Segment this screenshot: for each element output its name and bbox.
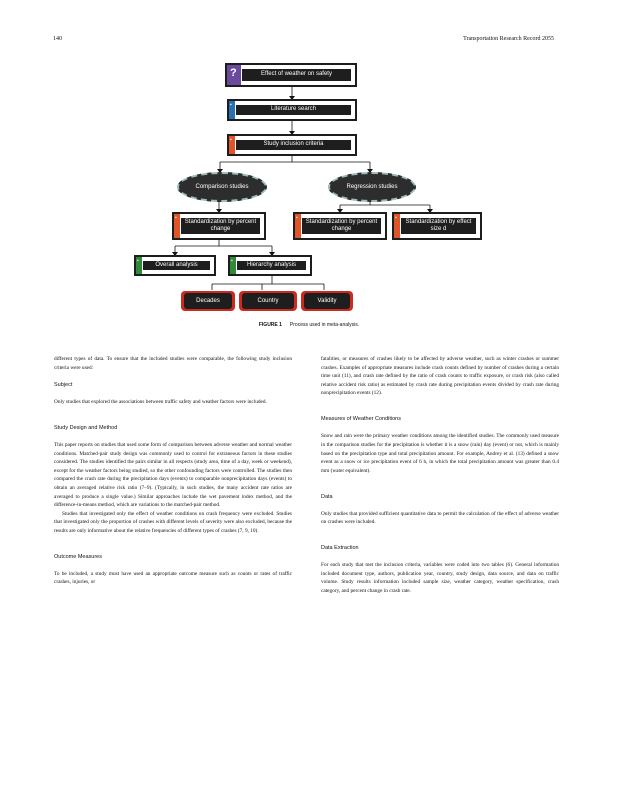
paragraph-gap (321, 553, 559, 562)
paragraph-gap (54, 415, 292, 424)
standardization-percent-left-box (172, 212, 266, 240)
hierarchy-analysis-label: Hierarchy analysis (236, 260, 307, 271)
section-heading: Study Design and Method (54, 424, 118, 431)
literature-search-box (227, 99, 357, 121)
overall-analysis-box (134, 255, 216, 276)
study-inclusion-criteria-label: Study inclusion criteria (235, 139, 352, 151)
comparison-studies-cloud: Comparison studies (177, 172, 267, 202)
paragraph-gap (54, 544, 292, 553)
decades-label: Decades (184, 293, 232, 309)
paragraph-gap (321, 501, 559, 510)
body-paragraph: For each study that met the inclusion criteria, variables were coded into two tables (6). General information included document type, authors, publication year, country, study design, data source, and data on traffic volume. Study results information included sample size, weather category, weather specification, crash category, and percent change in crash rate. (321, 562, 559, 595)
square-icon: ▪ (231, 258, 233, 264)
validity-label: Validity (304, 293, 350, 309)
standardization-percent-right-label: Standardization by percent change (301, 217, 382, 235)
effect-of-weather-box (225, 63, 357, 87)
paragraph-gap (321, 535, 559, 544)
standardization-percent-left-label: Standardization by percent change (180, 217, 261, 235)
paragraph-gap (54, 561, 292, 570)
section-heading: Outcome Measures (54, 553, 102, 560)
effect-of-weather-label: Effect of weather on safety (241, 68, 352, 82)
page-number: 140 (53, 36, 62, 42)
paragraph-gap (321, 398, 559, 407)
process-diagram (0, 0, 618, 330)
square-icon: ▪ (137, 258, 139, 264)
standardization-percent-right-box (293, 212, 387, 240)
right-column (321, 355, 559, 596)
paragraph-gap (54, 432, 292, 441)
square-icon: ▪ (395, 215, 397, 221)
section-heading: Data Extraction (321, 545, 359, 552)
body-paragraph: This paper reports on studies that used some form of comparison between adverse weather and normal weather conditions. Matched-pair study design was commonly used to control for extraneous factors in these studies considered. The studies identified the pairs similar in all respects (study area, time of a day, week or weekend), except for the weather factors being studied, so the other confounding factors were controlled. The studies then compared the crash rate during the precipitation days (events) to comparable nonprecipitation days (events) to obtain an averaged relative risk ratio (7–9). (Typically, in such studies, the many accident rate ratios are averaged to produce a single value.) Similar approaches include the wet pavement index method, and the difference-in-means method, which are variations to the matched-pair method. (54, 441, 292, 509)
country-label: Country (242, 293, 294, 309)
square-icon: ▪ (230, 102, 232, 108)
running-header: Transportation Research Record 2055 (463, 36, 554, 42)
paragraph-gap (321, 527, 559, 536)
body-paragraph: fatalities, or measures of crashes likely to be affected by adverse weather, such as winter crashes or summer crashes. Examples of appropriate measures include crash counts defined by number of crashes during a certain time unit (11), and crash rate defined by the ratio of crash counts to traffic exposure, or crash risk (also called relative accident risk ratio) as estimated by crash rate during precipitation events divided by crash rate during nonprecipitation events (12). (321, 356, 559, 397)
decades-box (181, 291, 235, 311)
body-paragraph: To be included, a study must have used an appropriate outcome measure such as counts or rates of traffic crashes, injuries, or (54, 570, 292, 586)
standardization-effect-size-label: Standardization by effect size d (400, 217, 477, 235)
paragraph-gap (54, 407, 292, 416)
paragraph-gap (54, 372, 292, 381)
section-heading: Data (321, 493, 333, 500)
paragraph-gap (321, 484, 559, 493)
paragraph-gap (54, 535, 292, 544)
body-paragraph: Only studies that provided sufficient quantitative data to permit the calculation of the effect of adverse weather on crashes were included. (321, 510, 559, 526)
body-paragraph: Studies that investigated only the effect of weather conditions on crash frequency were excluded. Studies that investigated only the proportion of crashes with different levels of severity were also excluded, because the results are only informative about the relative frequencies of different types of crashes (7, 9, 10). (54, 510, 292, 534)
body-paragraph: Only studies that explored the associations between traffic safety and weather factors were included. (54, 398, 267, 405)
square-icon: ▪ (175, 215, 177, 221)
paragraph-gap (54, 389, 292, 398)
figure-caption (0, 322, 618, 328)
overall-analysis-label: Overall analysis (142, 260, 211, 271)
body-paragraph: different types of data. To ensure that the included studies were comparable, the following study inclusion criteria were used: (54, 356, 292, 371)
figure-label: FIGURE 1 (258, 322, 282, 328)
hierarchy-analysis-box (228, 255, 312, 276)
section-heading: Subject (54, 381, 73, 388)
standardization-effect-size-box (392, 212, 482, 240)
paragraph-gap (321, 424, 559, 433)
figure-caption-text: Process used in meta-analysis. (289, 322, 360, 328)
body-paragraph: Snow and rain were the primary weather conditions among the identified studies. The commonly used measure in the comparison studies for the precipitation is whether it is a snow (rain) day (event) or not, which is mainly based on the precipitation type and total precipitation amount. For example, Andrey et al. (13) defined a snow event as a snow or ice precipitation event of 6 h, in which the total precipitation amount was greater than 0.4 mm (water equivalent). (321, 433, 559, 474)
question-icon: ? (230, 67, 237, 79)
regression-studies-cloud: Regression studies (328, 172, 416, 202)
left-column (54, 355, 292, 587)
country-box (239, 291, 297, 311)
study-inclusion-criteria-box (227, 134, 357, 156)
paragraph-gap (321, 407, 559, 416)
square-icon: ▪ (296, 215, 298, 221)
section-heading: Measures of Weather Conditions (321, 416, 401, 423)
literature-search-label: Literature search (235, 104, 352, 116)
validity-box (301, 291, 353, 311)
paragraph-gap (321, 475, 559, 484)
flow-arrows (0, 0, 618, 330)
square-icon: ▪ (230, 137, 232, 143)
